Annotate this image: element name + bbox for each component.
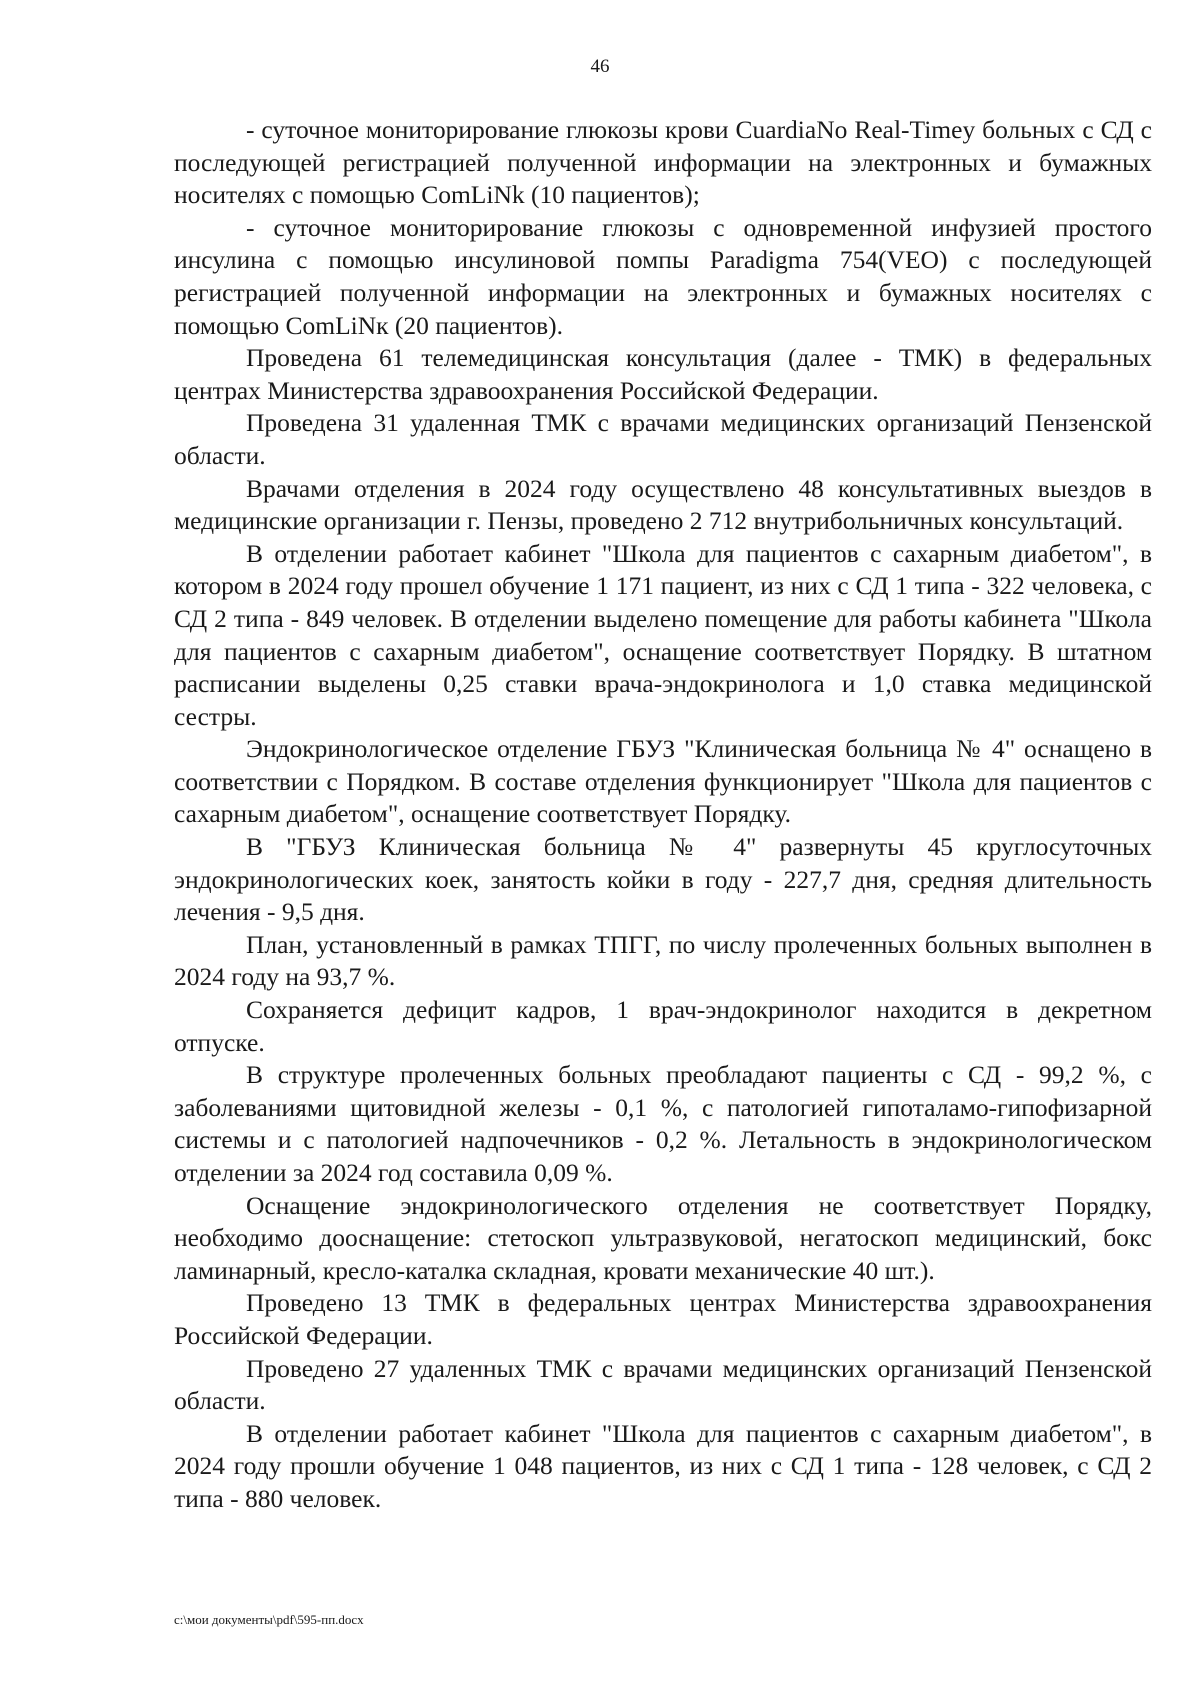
paragraph: В структуре пролеченных больных преобладают пациенты с СД - 99,2 %, с заболеваниями щитовидной железы - 0,1 %, с патологией гипоталамо-гипофизарной системы и с патологией надпочечников - 0,2 %. Летальность в эндокринологическом отделении за 2024 год составила 0,09 %. [174,1060,1152,1187]
paragraph: Проведена 61 телемедицинская консультация (далее - ТМК) в федеральных центрах Министерства здравоохранения Российской Федерации. [174,343,1152,405]
paragraph: Сохраняется дефицит кадров, 1 врач-эндокринолог находится в декретном отпуске. [174,995,1152,1057]
paragraph: Оснащение эндокринологического отделения не соответствует Порядку, необходимо дооснащение: стетоскоп ультразвуковой, негатоскоп медицинский, бокс ламинарный, кресло-каталка складная, кровати механические 40 шт.). [174,1190,1152,1285]
paragraph: В отделении работает кабинет "Школа для пациентов с сахарным диабетом", в котором в 2024 году прошел обучение 1 171 пациент, из них с СД 1 типа - 322 человека, с СД 2 типа - 849 человек. В отделении выделено помещение для работы кабинета "Школа для пациентов с сахарным диабетом", оснащение соответствует Порядку. В штатном расписании выделены 0,25 ставки врача-эндокринолога и 1,0 ставка медицинской сестры. [174,538,1152,731]
paragraph: Проведено 27 удаленных ТМК с врачами медицинских организаций Пензенской области. [174,1353,1152,1416]
paragraph: Эндокринологическое отделение ГБУЗ "Клиническая больница № 4" оснащено в соответствии с Порядком. В составе отделения функционирует "Школа для пациентов с сахарным диабетом", оснащение соответствует Порядку. [174,734,1152,829]
paragraph: В "ГБУЗ Клиническая больница № 4" развернуты 45 круглосуточных эндокринологических коек, занятость койки в году - 227,7 дня, средняя длительность лечения - 9,5 дня. [174,832,1152,927]
paragraph: Проведена 31 удаленная ТМК с врачами медицинских организаций Пензенской области. [174,408,1152,470]
paragraph: Врачами отделения в 2024 году осуществлено 48 консультативных выездов в медицинские организации г. Пензы, проведено 2 712 внутрибольничных консультаций. [174,473,1152,536]
page-number: 46 [590,56,610,77]
paragraph: План, установленный в рамках ТПГГ, по числу пролеченных больных выполнен в 2024 году на 93,7 %. [174,929,1152,992]
paragraph: В отделении работает кабинет "Школа для пациентов с сахарным диабетом", в 2024 году прошли обучение 1 048 пациентов, из них с СД 1 типа - 128 человек, с СД 2 типа - 880 человек. [174,1418,1152,1513]
footer-file-path: c:\мои документы\pdf\595-пп.docx [174,1612,364,1627]
document-body [174,114,1152,1516]
paragraph: Проведено 13 ТМК в федеральных центрах Министерства здравоохранения Российской Федерации. [174,1288,1152,1350]
paragraph: - суточное мониторирование глюкозы крови CuardiaNo Real-Timey больных с СД с последующей регистрацией полученной информации на электронных и бумажных носителях с помощью ComLiNk (10 пациентов); [174,115,1152,210]
paragraph: - суточное мониторирование глюкозы с одновременной инфузией простого инсулина с помощью инсулиновой помпы Paradigma 754(VEO) с последующей регистрацией полученной информации на электронных и бумажных носителях с помощью ComLiNк (20 пациентов). [174,212,1152,340]
